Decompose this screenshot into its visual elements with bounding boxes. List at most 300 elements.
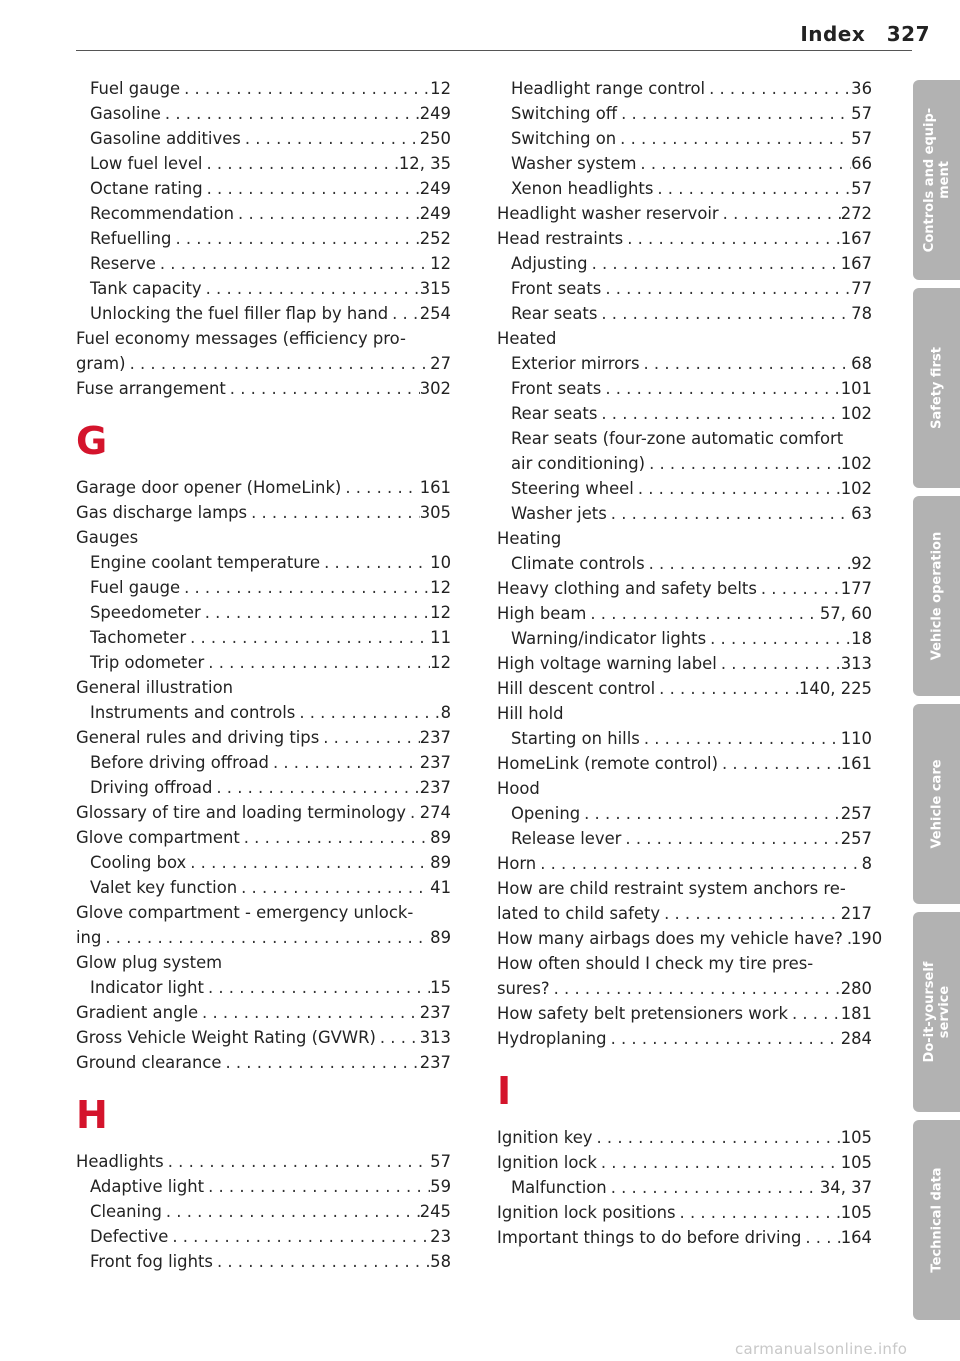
index-entry-text: air conditioning) — [511, 454, 646, 473]
index-entry-text: Rear seats — [511, 304, 598, 323]
dot-leader — [640, 726, 841, 751]
dot-leader — [101, 925, 430, 950]
index-entry-text: gram) — [76, 354, 126, 373]
chapter-tab-vehicle-care[interactable] — [913, 704, 960, 904]
watermark: carmanualsonline.info — [735, 1340, 908, 1358]
index-entry — [76, 1000, 451, 1025]
index-entry-page: 34, 37 — [819, 1178, 872, 1197]
dot-leader — [168, 1224, 430, 1249]
index-entry-text: Front seats — [511, 379, 602, 398]
index-heading: Heated — [497, 329, 557, 348]
index-entry-page: 8 — [861, 854, 872, 873]
index-entry-page: 59 — [430, 1177, 451, 1196]
index-entry — [76, 1149, 451, 1174]
index-entry-text: Adjusting — [511, 254, 588, 273]
index-entry-text: Tachometer — [90, 628, 187, 647]
index-entry-text: Tank capacity — [90, 279, 202, 298]
index-entry-text: Switching off — [511, 104, 618, 123]
index-entry-text: Switching on — [511, 129, 617, 148]
chapter-tab-technical-data[interactable] — [913, 1120, 960, 1320]
page-number: 327 — [886, 22, 930, 46]
index-entry-page: 57, 60 — [819, 604, 872, 623]
dot-leader — [592, 1125, 840, 1150]
index-entry — [76, 151, 451, 176]
index-entry — [76, 201, 451, 226]
index-entry-page: 284 — [840, 1029, 872, 1048]
index-entry-page: 110 — [840, 729, 872, 748]
dot-leader — [204, 650, 430, 675]
index-entry — [76, 1199, 451, 1224]
index-entry — [497, 451, 872, 476]
index-entry-text: Ignition key — [497, 1128, 593, 1147]
index-entry-page: 257 — [840, 829, 872, 848]
index-entry — [76, 226, 451, 251]
chapter-tab-do-it-yourself-service[interactable] — [913, 912, 960, 1112]
index-entry — [497, 551, 872, 576]
index-entry — [497, 251, 872, 276]
index-entry-page: 12 — [430, 603, 451, 622]
dot-leader — [376, 1025, 420, 1050]
index-entry-text: Fuse arrangement — [76, 379, 226, 398]
index-entry-text: Adaptive light — [90, 1177, 205, 1196]
index-entry — [497, 301, 872, 326]
dot-leader — [623, 226, 841, 251]
index-entry-page: 101 — [840, 379, 872, 398]
dot-leader — [655, 676, 799, 701]
index-entry — [497, 851, 872, 876]
index-entry-text: Defective — [90, 1227, 169, 1246]
dot-leader — [406, 800, 420, 825]
index-heading: General illustration — [76, 678, 233, 697]
index-entry-text: Gradient angle — [76, 1003, 199, 1022]
index-entry-text: Release lever — [511, 829, 622, 848]
index-entry — [76, 276, 451, 301]
index-entry-page: 66 — [851, 154, 872, 173]
dot-leader — [706, 626, 851, 651]
index-entry — [76, 700, 451, 725]
index-entry-text: General rules and driving tips — [76, 728, 320, 747]
index-entry-text: Glossary of tire and loading terminology — [76, 803, 406, 822]
index-entry-page: 177 — [840, 579, 872, 598]
index-entry-text: sures? — [497, 979, 550, 998]
index-entry — [497, 676, 872, 701]
index-entry — [497, 151, 872, 176]
index-entry-text: How safety belt pretensioners work — [497, 1004, 788, 1023]
index-entry-text: Front seats — [511, 279, 602, 298]
index-entry-text: Climate controls — [511, 554, 645, 573]
index-entry-text: Speedometer — [90, 603, 201, 622]
index-entry-page: 237 — [419, 1053, 451, 1072]
index-entry-text: Headlight range control — [511, 79, 706, 98]
index-entry-text: Glove compartment — [76, 828, 240, 847]
index-entry-text: Octane rating — [90, 179, 203, 198]
index-entry — [76, 775, 451, 800]
index-entry-text: High beam — [497, 604, 587, 623]
index-entry-text: Cleaning — [90, 1202, 162, 1221]
index-entry-text: ing — [76, 928, 102, 947]
index-entry-text: Refuelling — [90, 229, 172, 248]
index-entry — [497, 1001, 872, 1026]
index-entry-text: Engine coolant temperature — [90, 553, 321, 572]
index-heading: How often should I check my tire pres- — [497, 954, 814, 973]
dot-leader — [653, 176, 851, 201]
chapter-tab-sidebar — [913, 80, 960, 1328]
index-entry — [497, 1225, 872, 1250]
index-entry-text: Washer system — [511, 154, 637, 173]
index-entry — [76, 1174, 451, 1199]
index-entry — [76, 301, 451, 326]
dot-leader — [388, 301, 420, 326]
index-heading: How are child restraint system anchors re- — [497, 879, 846, 898]
index-entry — [76, 76, 451, 101]
index-heading: Glove compartment - emergency unlock- — [76, 903, 414, 922]
index-entry-text: Before driving offroad — [90, 753, 269, 772]
index-entry — [76, 850, 451, 875]
page-header — [800, 22, 930, 46]
index-entry-page: 18 — [851, 629, 872, 648]
index-entry-text: Headlight washer reservoir — [497, 204, 719, 223]
index-entry — [76, 176, 451, 201]
chapter-tab-vehicle-operation[interactable] — [913, 496, 960, 696]
index-entry-page: 252 — [419, 229, 451, 248]
index-entry-page: 57 — [430, 1152, 451, 1171]
index-entry-page: 164 — [840, 1228, 872, 1247]
index-entry-text: Horn — [497, 854, 537, 873]
chapter-tab-label: Do-it-yourself service — [921, 961, 952, 1063]
index-entry-text: Hydroplaning — [497, 1029, 607, 1048]
dot-leader — [607, 1026, 841, 1051]
index-entry-text: How many airbags does my vehicle have? — [497, 929, 843, 948]
index-heading: Gauges — [76, 528, 139, 547]
index-entry — [76, 251, 451, 276]
index-entry-page: 140, 225 — [799, 679, 872, 698]
dot-leader — [645, 451, 841, 476]
index-entry-text: Fuel gauge — [90, 79, 181, 98]
index-entry — [76, 475, 451, 500]
index-entry-text: Malfunction — [511, 1178, 607, 1197]
chapter-tab-safety-first[interactable] — [913, 288, 960, 488]
index-entry — [76, 975, 451, 1000]
index-entry-page: 11 — [430, 628, 451, 647]
index-entry — [497, 1026, 872, 1051]
index-entry-page: 305 — [419, 503, 451, 522]
index-entry — [76, 575, 451, 600]
index-entry — [76, 376, 451, 401]
index-entry-page: 105 — [840, 1153, 872, 1172]
index-entry — [497, 601, 872, 626]
index-entry — [76, 101, 451, 126]
dot-leader — [186, 850, 430, 875]
index-entry-page: 58 — [430, 1252, 451, 1271]
index-entry-page: 257 — [840, 804, 872, 823]
index-entry-text: lated to child safety — [497, 904, 661, 923]
index-entry — [497, 401, 872, 426]
index-entry — [497, 1200, 872, 1225]
index-entry — [76, 600, 451, 625]
index-entry-page: 102 — [840, 479, 872, 498]
dot-leader — [634, 476, 841, 501]
index-entry — [497, 126, 872, 151]
index-entry — [76, 500, 451, 525]
dot-leader — [550, 976, 841, 1001]
index-entry-page: 237 — [419, 728, 451, 747]
dot-leader — [616, 126, 851, 151]
dot-leader — [180, 76, 430, 101]
index-entry — [497, 751, 872, 776]
dot-leader — [660, 901, 841, 926]
index-entry — [497, 276, 872, 301]
index-entry — [76, 875, 451, 900]
index-entry-text: Front fog lights — [90, 1252, 213, 1271]
dot-leader — [213, 1249, 430, 1274]
index-entry-page: 167 — [840, 254, 872, 273]
index-entry — [76, 750, 451, 775]
index-entry — [76, 1025, 451, 1050]
index-entry-page: 15 — [430, 978, 451, 997]
index-entry-page: 36 — [851, 79, 872, 98]
dot-leader — [617, 101, 851, 126]
dot-leader — [202, 151, 398, 176]
dot-leader — [757, 576, 841, 601]
dot-leader — [161, 101, 420, 126]
index-entry — [497, 926, 883, 951]
dot-leader — [676, 1200, 841, 1225]
index-entry — [497, 501, 872, 526]
index-entry-text: Instruments and controls — [90, 703, 296, 722]
index-entry-text: Xenon headlights — [511, 179, 654, 198]
index-entry-text: Washer jets — [511, 504, 607, 523]
index-entry — [76, 550, 451, 575]
index-entry — [497, 176, 872, 201]
dot-leader — [636, 151, 851, 176]
index-entry-page: 12 — [430, 578, 451, 597]
index-entry-text: Ignition lock positions — [497, 1203, 676, 1222]
index-entry-page: 89 — [430, 828, 451, 847]
index-entry-page: 63 — [851, 504, 872, 523]
index-entry-page: 68 — [851, 354, 872, 373]
index-entry — [497, 726, 872, 751]
index-entry-page: 102 — [840, 404, 872, 423]
dot-leader — [201, 600, 430, 625]
index-entry-page: 92 — [851, 554, 872, 573]
dot-leader — [705, 76, 851, 101]
index-entry — [497, 76, 872, 101]
dot-leader — [247, 500, 420, 525]
dot-leader — [801, 1225, 840, 1250]
dot-leader — [156, 251, 430, 276]
index-entry-page: 254 — [419, 304, 451, 323]
index-entry-page: 280 — [840, 979, 872, 998]
dot-leader — [719, 201, 841, 226]
index-entry-text: Gross Vehicle Weight Rating (GVWR) — [76, 1028, 376, 1047]
dot-leader — [607, 501, 851, 526]
index-entry-page: 12 — [430, 254, 451, 273]
index-entry-page: 102 — [840, 454, 872, 473]
dot-leader — [212, 775, 419, 800]
index-entry-text: Heavy clothing and safety belts — [497, 579, 757, 598]
index-heading: Hood — [497, 779, 540, 798]
index-entry-page: 249 — [419, 179, 451, 198]
dot-leader — [586, 601, 819, 626]
dot-leader — [601, 376, 840, 401]
index-entry-page: 23 — [430, 1227, 451, 1246]
dot-leader — [234, 201, 420, 226]
index-entry — [497, 351, 872, 376]
dot-leader — [203, 176, 420, 201]
index-entry — [76, 800, 451, 825]
index-entry-page: 313 — [840, 654, 872, 673]
index-entry — [76, 351, 451, 376]
index-entry — [497, 476, 872, 501]
dot-leader — [240, 825, 430, 850]
index-entry — [497, 101, 872, 126]
dot-leader — [597, 1150, 841, 1175]
index-entry-text: Gasoline — [90, 104, 161, 123]
dot-leader — [171, 226, 419, 251]
index-entry-text: Opening — [511, 804, 581, 823]
index-entry-page: 250 — [419, 129, 451, 148]
index-entry — [76, 1224, 451, 1249]
index-entry — [497, 1175, 872, 1200]
index-entry-page: 190 — [850, 929, 883, 948]
index-entry — [76, 725, 451, 750]
index-entry-page: 41 — [430, 878, 451, 897]
dot-leader — [241, 126, 420, 151]
index-entry-page: 57 — [851, 179, 872, 198]
index-entry-page: 237 — [419, 778, 451, 797]
dot-leader — [204, 975, 430, 1000]
dot-leader — [198, 1000, 420, 1025]
dot-leader — [607, 1175, 820, 1200]
chapter-tab-label: Vehicle care — [929, 759, 944, 849]
index-entry — [76, 650, 451, 675]
index-entry-page: 272 — [840, 204, 872, 223]
index-entry-page: 249 — [419, 204, 451, 223]
index-entry-text: Driving offroad — [90, 778, 213, 797]
dot-leader — [186, 625, 430, 650]
dot-leader — [237, 875, 430, 900]
index-entry-page: 105 — [840, 1128, 872, 1147]
index-entry-text: Valet key function — [90, 878, 238, 897]
index-entry-text: Gasoline additives — [90, 129, 241, 148]
index-entry-text: Important things to do before driving — [497, 1228, 802, 1247]
index-heading: Glow plug system — [76, 953, 223, 972]
chapter-tab-label: Controls and equip- ment — [921, 107, 952, 253]
index-entry-text: Rear seats — [511, 404, 598, 423]
index-entry — [497, 201, 872, 226]
index-entry-text: Garage door opener (HomeLink) — [76, 478, 342, 497]
index-entry — [497, 901, 872, 926]
index-heading: Hill hold — [497, 704, 564, 723]
dot-leader — [580, 801, 841, 826]
index-entry-text: Indicator light — [90, 978, 204, 997]
index-entry — [497, 651, 872, 676]
index-entry — [76, 825, 451, 850]
index-entry — [497, 376, 872, 401]
dot-leader — [718, 751, 841, 776]
index-entry-text: HomeLink (remote control) — [497, 754, 718, 773]
index-entry-page: 217 — [840, 904, 872, 923]
index-entry-page: 89 — [430, 853, 451, 872]
index-entry-text: Headlights — [76, 1152, 164, 1171]
index-entry — [497, 626, 872, 651]
index-entry-text: Exterior mirrors — [511, 354, 640, 373]
index-entry — [497, 826, 872, 851]
index-entry-text: Hill descent control — [497, 679, 656, 698]
index-entry-text: Ignition lock — [497, 1153, 597, 1172]
dot-leader — [180, 575, 430, 600]
index-entry-page: 12, 35 — [398, 154, 451, 173]
dot-leader — [597, 401, 840, 426]
index-entry-page: 10 — [430, 553, 451, 572]
dot-leader — [269, 750, 420, 775]
dot-leader — [621, 826, 840, 851]
index-entry-page: 181 — [840, 1004, 872, 1023]
index-entry-page: 245 — [419, 1202, 451, 1221]
index-entry-page: 302 — [419, 379, 451, 398]
index-entry-page: 313 — [419, 1028, 451, 1047]
index-entry-page: 12 — [430, 79, 451, 98]
dot-leader — [204, 1174, 430, 1199]
dot-leader — [202, 276, 420, 301]
index-entry — [497, 801, 872, 826]
index-entry-text: Trip odometer — [90, 653, 205, 672]
dot-leader — [295, 700, 440, 725]
dot-leader — [126, 351, 431, 376]
header-rule — [76, 50, 912, 51]
chapter-tab-controls-and-equip-ment[interactable] — [913, 80, 960, 280]
index-column-left — [76, 76, 451, 1274]
dot-leader — [162, 1199, 420, 1224]
dot-leader — [226, 376, 420, 401]
index-entry-text: Gas discharge lamps — [76, 503, 248, 522]
index-entry — [76, 625, 451, 650]
index-heading: Fuel economy messages (efficiency pro- — [76, 329, 406, 348]
index-entry-text: Unlocking the fuel filler flap by hand — [90, 304, 389, 323]
index-entry-page: 105 — [840, 1203, 872, 1222]
index-entry-text: Starting on hills — [511, 729, 640, 748]
dot-leader — [536, 851, 861, 876]
page-title: Index — [800, 22, 866, 46]
dot-leader — [164, 1149, 430, 1174]
dot-leader — [640, 351, 852, 376]
section-letter-g: G — [76, 419, 108, 463]
dot-leader — [588, 251, 841, 276]
index-entry-text: Ground clearance — [76, 1053, 222, 1072]
index-entry-text: Head restraints — [497, 229, 624, 248]
index-entry-text: Low fuel level — [90, 154, 203, 173]
index-entry-page: 161 — [840, 754, 872, 773]
index-entry-page: 57 — [851, 104, 872, 123]
dot-leader — [319, 725, 419, 750]
index-entry — [76, 1249, 451, 1274]
dot-leader — [788, 1001, 841, 1026]
dot-leader — [601, 276, 851, 301]
index-entry-page: 237 — [419, 753, 451, 772]
dot-leader — [717, 651, 841, 676]
index-heading: Rear seats (four-zone automatic comfort — [511, 429, 844, 448]
index-entry-page: 12 — [430, 653, 451, 672]
section-letter-h: H — [76, 1093, 108, 1137]
index-entry — [497, 976, 872, 1001]
index-entry-page: 78 — [851, 304, 872, 323]
index-entry — [497, 1150, 872, 1175]
index-entry — [497, 576, 872, 601]
index-entry — [497, 1125, 872, 1150]
dot-leader — [843, 926, 851, 951]
index-entry-text: Warning/indicator lights — [511, 629, 707, 648]
dot-leader — [341, 475, 419, 500]
